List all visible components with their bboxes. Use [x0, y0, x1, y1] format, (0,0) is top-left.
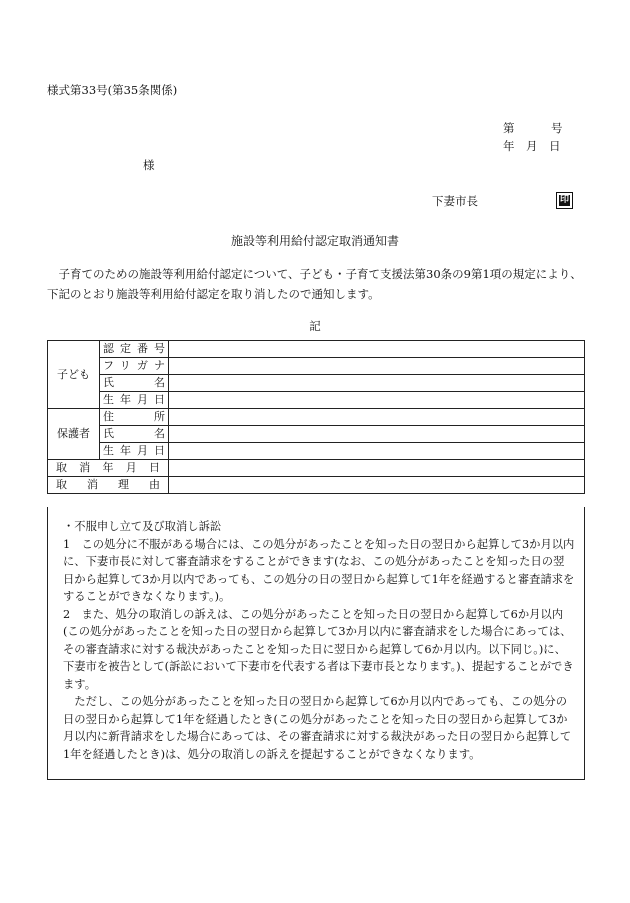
guardian-group-label: 保護者	[48, 409, 100, 460]
seal-stamp-icon	[556, 192, 573, 209]
appeal-notice-text	[63, 518, 575, 763]
date-year-label: 年	[503, 139, 515, 153]
appeal-notice-paragraph-3: ただし、この処分があったことを知った日の翌日から起算して6か月以内であっても、この処分の日の翌日から起算して1年を経過したとき(この処分があったことを知った日の翌日から起算して3か月以内に新背請求をした場合にあっては、その審査請求に対する裁決があった日の翌日から起算して1年を経過したとき)は、処分の取消しの訴えを提起することができなくなります。	[63, 695, 572, 761]
appeal-notice-paragraph-2: 2 また、処分の取消しの訴えは、この処分があったことを知った日の翌日から起算して6か月以内(この処分があったことを知った日の翌日から起算して3か月以内に審査請求をした場合にあっては、その審査請求に対する裁決があったことを知った日に翌日から起算して6か月以内。以下同じ。)に、下妻市を被告として(訴訟において下妻市を代表する者は下妻市長となります。)、提起することができます。	[63, 607, 574, 691]
addressee-suffix: 様	[143, 158, 155, 172]
cancel-date-label: 取消年月日	[48, 460, 169, 477]
cancel-reason-field[interactable]	[169, 477, 585, 494]
child-cert-number-label: 認定番号	[100, 341, 169, 358]
appeal-notice-box	[47, 507, 585, 780]
child-name-label: 氏名	[100, 375, 169, 392]
child-group-label: 子ども	[48, 341, 100, 409]
appeal-notice-heading: ・不服申し立て及び取消し訴訟	[63, 520, 222, 533]
child-furigana-label: フリガナ	[100, 358, 169, 375]
body-line-2: 下記のとおり施設等利用給付認定を取り消したので通知します。	[47, 287, 380, 301]
record-mark: 記	[309, 319, 321, 333]
table-row	[48, 392, 585, 409]
appeal-notice-paragraph-1: 1 この処分に不服がある場合には、この処分があったことを知った日の翌日から起算して3か月以内に、下妻市長に対して審査請求をすることができます(なお、この処分があったことを知った日の翌日から起算して3か月以内であっても、この処分の日の翌日から起算して1年を経過すると審査請求をすることができなくなります。)。	[63, 537, 575, 603]
table-row	[48, 477, 585, 494]
seal-text: 印	[559, 195, 569, 205]
table-row	[48, 426, 585, 443]
child-furigana-field[interactable]	[169, 358, 585, 375]
table-row	[48, 341, 585, 358]
issue-number-label: 第	[503, 121, 515, 135]
issuer-name: 下妻市長	[432, 194, 478, 208]
guardian-birthdate-field[interactable]	[169, 443, 585, 460]
form-number: 様式第33号(第35条関係)	[47, 83, 178, 97]
child-birthdate-field[interactable]	[169, 392, 585, 409]
child-cert-number-field[interactable]	[169, 341, 585, 358]
body-line-1: 子育てのための施設等利用給付認定について、子ども・子育て支援法第30条の9第1項の規定により、	[58, 267, 582, 281]
table-row	[48, 460, 585, 477]
guardian-name-field[interactable]	[169, 426, 585, 443]
cancel-date-field[interactable]	[169, 460, 585, 477]
child-birthdate-label: 生年月日	[100, 392, 169, 409]
document-title: 施設等利用給付認定取消通知書	[230, 234, 399, 248]
guardian-address-label: 住所	[100, 409, 169, 426]
table-row	[48, 409, 585, 426]
guardian-name-label: 氏名	[100, 426, 169, 443]
date-month-label: 月	[526, 139, 538, 153]
issue-number-suffix: 号	[551, 121, 563, 135]
body-text	[47, 264, 587, 304]
table-row	[48, 358, 585, 375]
table-row	[48, 443, 585, 460]
date-day-label: 日	[549, 139, 561, 153]
child-name-field[interactable]	[169, 375, 585, 392]
guardian-birthdate-label: 生年月日	[100, 443, 169, 460]
cancel-reason-label: 取消理由	[48, 477, 169, 494]
info-table	[47, 340, 585, 494]
table-row	[48, 375, 585, 392]
guardian-address-field[interactable]	[169, 409, 585, 426]
